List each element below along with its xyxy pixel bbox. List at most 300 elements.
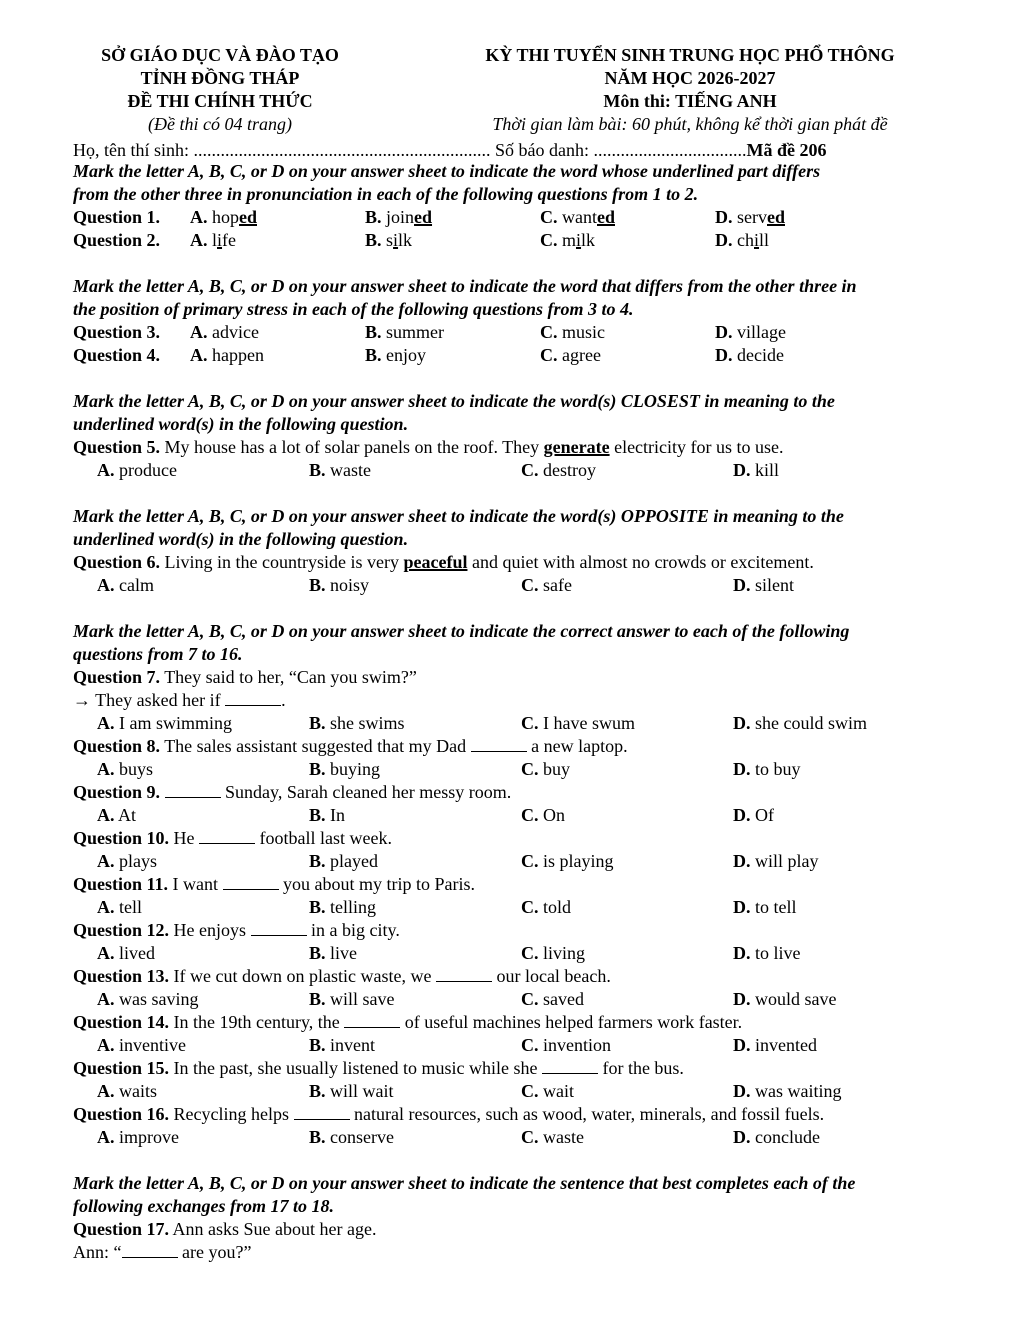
option-letter: B. xyxy=(309,805,326,825)
option-letter: A. xyxy=(190,322,208,342)
province-name: TỈNH ĐỒNG THÁP xyxy=(140,68,300,88)
instruction-line: from the other three in pronunciation in each of the following questions from 1 to 2. xyxy=(73,184,699,204)
option-letter: B. xyxy=(365,322,382,342)
option-letter: A. xyxy=(97,713,115,733)
option-letter: A. xyxy=(190,230,208,250)
option-text: buy xyxy=(543,759,570,779)
option-letter: C. xyxy=(540,322,558,342)
option-c xyxy=(540,206,615,229)
question-12 xyxy=(73,919,953,942)
option-letter: A. xyxy=(190,345,208,365)
option-letter: B. xyxy=(309,1081,326,1101)
question-4 xyxy=(73,344,953,367)
option-a xyxy=(97,850,157,873)
question-9 xyxy=(73,781,953,804)
question-label: Question 15. xyxy=(73,1058,170,1078)
underlined-part: ed xyxy=(597,207,615,227)
answer-blank xyxy=(223,874,279,890)
underlined-word: generate xyxy=(543,437,610,457)
option-a xyxy=(190,206,257,229)
official-exam-label: ĐỀ THI CHÍNH THỨC xyxy=(127,91,313,111)
question-text: In the past, she usually listened to music while she xyxy=(169,1058,542,1078)
option-b xyxy=(309,574,369,597)
option-a xyxy=(97,988,199,1011)
option-d xyxy=(715,344,784,367)
department-name: SỞ GIÁO DỤC VÀ ĐÀO TẠO xyxy=(101,45,339,65)
option-letter: B. xyxy=(309,989,326,1009)
instruction-line: Mark the letter A, B, C, or D on your answer sheet to indicate the word that differs from the other three in xyxy=(73,276,857,296)
option-text: to tell xyxy=(755,897,797,917)
option-text: she swims xyxy=(330,713,405,733)
option-letter: A. xyxy=(190,207,208,227)
underlined-part: ed xyxy=(767,207,785,227)
question-label: Question 1. xyxy=(73,207,161,227)
option-letter: C. xyxy=(521,805,539,825)
question-label: Question 17. xyxy=(73,1219,170,1239)
subject: Môn thi: TIẾNG ANH xyxy=(603,91,777,111)
question-7-options xyxy=(73,712,953,735)
question-text: Ann: “ xyxy=(73,1242,122,1262)
option-d xyxy=(733,1034,817,1057)
instruction-line: following exchanges from 17 to 18. xyxy=(73,1196,335,1216)
option-letter: D. xyxy=(715,207,733,227)
question-16 xyxy=(73,1103,953,1126)
question-7 xyxy=(73,666,953,689)
option-letter: D. xyxy=(733,460,751,480)
question-text: natural resources, such as wood, water, minerals, and fossil fuels. xyxy=(349,1104,825,1124)
option-d xyxy=(733,1080,841,1103)
option-letter: B. xyxy=(309,1127,326,1147)
question-label: Question 10. xyxy=(73,828,170,848)
option-text: agree xyxy=(562,345,601,365)
header-left xyxy=(60,44,380,136)
underlined-part: i xyxy=(217,230,223,250)
option-letter: A. xyxy=(97,1127,115,1147)
option-text: was waiting xyxy=(755,1081,842,1101)
answer-blank xyxy=(294,1104,350,1120)
exam-content xyxy=(73,160,953,1264)
option-b xyxy=(309,942,357,965)
question-11 xyxy=(73,873,953,896)
candidate-name-field: Họ, tên thí sinh: .................................................................. xyxy=(73,140,491,160)
option-text: calm xyxy=(119,575,154,595)
option-letter: C. xyxy=(540,230,558,250)
option-c xyxy=(521,850,614,873)
option-b xyxy=(309,850,378,873)
question-label: Question 12. xyxy=(73,920,170,940)
question-text: our local beach. xyxy=(491,966,611,986)
option-text: would save xyxy=(755,989,837,1009)
option-d xyxy=(733,896,797,919)
option-text: to buy xyxy=(755,759,801,779)
question-14-options xyxy=(73,1034,953,1057)
question-text: Recycling helps xyxy=(169,1104,294,1124)
question-10-options xyxy=(73,850,953,873)
answer-blank xyxy=(436,966,492,982)
option-text: hop xyxy=(212,207,239,227)
option-a xyxy=(97,804,136,827)
option-text: At xyxy=(118,805,137,825)
instruction-line: the position of primary stress in each of the following questions from 3 to 4. xyxy=(73,299,634,319)
question-label: Question 14. xyxy=(73,1012,170,1032)
option-letter: D. xyxy=(715,322,733,342)
option-letter: C. xyxy=(521,713,539,733)
option-c xyxy=(521,1034,611,1057)
option-letter: D. xyxy=(733,1035,751,1055)
option-text: to live xyxy=(755,943,801,963)
option-c xyxy=(521,896,571,919)
option-c xyxy=(540,321,605,344)
option-b xyxy=(309,1034,375,1057)
question-8-options xyxy=(73,758,953,781)
question-label: Question 3. xyxy=(73,322,161,342)
option-a xyxy=(97,758,153,781)
question-text: for the bus. xyxy=(597,1058,684,1078)
option-d xyxy=(733,758,801,781)
candidate-info xyxy=(73,139,953,162)
question-text: If we cut down on plastic waste, we xyxy=(169,966,436,986)
option-text: telling xyxy=(330,897,377,917)
option-c xyxy=(540,344,601,367)
option-d xyxy=(715,206,785,229)
option-c xyxy=(521,758,570,781)
school-year: NĂM HỌC 2026-2027 xyxy=(604,68,776,88)
underlined-part: i xyxy=(754,230,760,250)
question-3 xyxy=(73,321,953,344)
option-text: In xyxy=(330,805,346,825)
question-11-options xyxy=(73,896,953,919)
exam-name: KỲ THI TUYỂN SINH TRUNG HỌC PHỔ THÔNG xyxy=(485,45,895,65)
option-d xyxy=(715,321,786,344)
option-d xyxy=(733,1126,820,1149)
question-6-options xyxy=(73,574,953,597)
option-letter: B. xyxy=(309,851,326,871)
option-a xyxy=(97,712,232,735)
question-text: My house has a lot of solar panels on the roof. They xyxy=(160,437,544,457)
option-letter: B. xyxy=(309,759,326,779)
option-letter: C. xyxy=(521,759,539,779)
question-text: He xyxy=(169,828,200,848)
option-letter: C. xyxy=(521,460,539,480)
question-text: He enjoys xyxy=(169,920,251,940)
option-letter: A. xyxy=(97,575,115,595)
option-text: buying xyxy=(330,759,381,779)
option-letter: D. xyxy=(715,230,733,250)
question-17-line2 xyxy=(73,1241,953,1264)
option-b xyxy=(309,1080,394,1103)
question-text: Living in the countryside is very xyxy=(160,552,404,572)
question-text: electricity for us to use. xyxy=(609,437,784,457)
option-text: Of xyxy=(755,805,774,825)
option-c xyxy=(521,942,585,965)
option-letter: D. xyxy=(733,1127,751,1147)
instruction-line: Mark the letter A, B, C, or D on your answer sheet to indicate the correct answer to each of the following xyxy=(73,621,850,641)
option-text: invent xyxy=(330,1035,376,1055)
section-instruction xyxy=(73,505,953,551)
question-text: are you?” xyxy=(177,1242,252,1262)
option-letter: D. xyxy=(733,713,751,733)
question-label: Question 6. xyxy=(73,552,161,572)
option-text: l xyxy=(212,230,218,250)
option-c xyxy=(521,1080,574,1103)
header-right xyxy=(420,44,960,136)
option-text: m xyxy=(562,230,577,250)
option-b xyxy=(309,988,395,1011)
answer-blank xyxy=(344,1012,400,1028)
underlined-part: i xyxy=(393,230,399,250)
option-text: I have swum xyxy=(543,713,635,733)
option-letter: C. xyxy=(540,207,558,227)
option-text: waits xyxy=(119,1081,157,1101)
option-text: buys xyxy=(119,759,154,779)
question-5-options xyxy=(73,459,953,482)
question-text: Ann asks Sue about her age. xyxy=(169,1219,377,1239)
option-letter: A. xyxy=(97,1081,115,1101)
option-c xyxy=(521,574,572,597)
option-text: destroy xyxy=(543,460,596,480)
option-a xyxy=(97,1126,179,1149)
option-letter: C. xyxy=(521,1035,539,1055)
option-a xyxy=(190,344,264,367)
option-b xyxy=(365,206,432,229)
option-text: I am swimming xyxy=(119,713,232,733)
option-letter: A. xyxy=(97,989,115,1009)
section-instruction xyxy=(73,390,953,436)
question-text: The sales assistant suggested that my Dad xyxy=(160,736,471,756)
question-text: and quiet with almost no crowds or excitement. xyxy=(467,552,814,572)
question-6 xyxy=(73,551,953,574)
option-letter: A. xyxy=(97,805,115,825)
option-text: invention xyxy=(543,1035,611,1055)
option-text: lived xyxy=(119,943,155,963)
question-label: Question 16. xyxy=(73,1104,170,1124)
option-b xyxy=(365,344,426,367)
option-b xyxy=(365,229,412,252)
question-text: They said to her, “Can you swim?” xyxy=(160,667,417,687)
instruction-line: Mark the letter A, B, C, or D on your answer sheet to indicate the word(s) CLOSEST in meaning to the xyxy=(73,391,835,411)
option-text: lk xyxy=(581,230,596,250)
question-label: Question 5. xyxy=(73,437,161,457)
option-letter: B. xyxy=(309,943,326,963)
option-letter: B. xyxy=(309,460,326,480)
option-letter: B. xyxy=(309,713,326,733)
question-8 xyxy=(73,735,953,758)
time-allowed: Thời gian làm bài: 60 phút, không kể thời gian phát đề xyxy=(492,114,888,134)
question-15-options xyxy=(73,1080,953,1103)
question-17 xyxy=(73,1218,953,1241)
option-text: played xyxy=(330,851,378,871)
option-d xyxy=(733,988,836,1011)
section-instruction xyxy=(73,275,953,321)
option-text: safe xyxy=(543,575,572,595)
option-text: plays xyxy=(119,851,157,871)
option-text: join xyxy=(386,207,415,227)
option-text: ch xyxy=(737,230,754,250)
option-c xyxy=(521,712,635,735)
underlined-word: peaceful xyxy=(403,552,468,572)
question-label: Question 8. xyxy=(73,736,161,756)
option-text: fe xyxy=(222,230,237,250)
option-letter: D. xyxy=(733,1081,751,1101)
option-text: waste xyxy=(543,1127,584,1147)
question-text: of useful machines helped farmers work faster. xyxy=(400,1012,743,1032)
question-2 xyxy=(73,229,953,252)
option-text: was saving xyxy=(119,989,199,1009)
question-label: Question 13. xyxy=(73,966,170,986)
option-d xyxy=(733,712,867,735)
option-letter: D. xyxy=(733,759,751,779)
option-b xyxy=(309,896,376,919)
question-label: Question 2. xyxy=(73,230,161,250)
option-text: s xyxy=(386,230,394,250)
option-c xyxy=(521,804,565,827)
option-text: live xyxy=(330,943,358,963)
option-d xyxy=(733,942,801,965)
option-text: conclude xyxy=(755,1127,820,1147)
option-letter: D. xyxy=(733,943,751,963)
option-d xyxy=(733,804,774,827)
underlined-part: ed xyxy=(239,207,257,227)
answer-blank xyxy=(471,736,527,752)
question-16-options xyxy=(73,1126,953,1149)
option-text: living xyxy=(543,943,586,963)
question-7-line2 xyxy=(73,689,953,712)
option-d xyxy=(733,459,779,482)
option-b xyxy=(309,758,380,781)
option-letter: C. xyxy=(521,989,539,1009)
option-letter: A. xyxy=(97,897,115,917)
option-letter: A. xyxy=(97,460,115,480)
option-letter: C. xyxy=(521,943,539,963)
option-c xyxy=(521,988,584,1011)
option-letter: D. xyxy=(733,575,751,595)
question-label: Question 11. xyxy=(73,874,169,894)
option-letter: B. xyxy=(309,1035,326,1055)
option-text: want xyxy=(562,207,597,227)
option-a xyxy=(97,942,155,965)
answer-blank xyxy=(542,1058,598,1074)
option-text: lk xyxy=(398,230,413,250)
option-a xyxy=(97,896,142,919)
option-text: happen xyxy=(212,345,264,365)
section-instruction xyxy=(73,620,953,666)
option-letter: C. xyxy=(540,345,558,365)
answer-blank xyxy=(225,690,281,706)
question-5 xyxy=(73,436,953,459)
option-a xyxy=(190,229,236,252)
option-letter: C. xyxy=(521,897,539,917)
option-letter: D. xyxy=(733,989,751,1009)
question-15 xyxy=(73,1057,953,1080)
option-text: invented xyxy=(755,1035,817,1055)
option-a xyxy=(97,1080,157,1103)
candidate-id-field: Số báo danh: .................................. xyxy=(495,140,747,160)
option-b xyxy=(309,804,345,827)
option-letter: C. xyxy=(521,1081,539,1101)
question-13-options xyxy=(73,988,953,1011)
option-text: is playing xyxy=(543,851,614,871)
instruction-line: underlined word(s) in the following question. xyxy=(73,414,409,434)
option-text: she could swim xyxy=(755,713,867,733)
option-text: told xyxy=(543,897,572,917)
question-13 xyxy=(73,965,953,988)
option-letter: C. xyxy=(521,575,539,595)
instruction-line: Mark the letter A, B, C, or D on your answer sheet to indicate the sentence that best completes each of the xyxy=(73,1173,856,1193)
question-label: Question 9. xyxy=(73,782,161,802)
instruction-line: Mark the letter A, B, C, or D on your answer sheet to indicate the word whose underlined part differs xyxy=(73,161,821,181)
question-text: in a big city. xyxy=(306,920,400,940)
option-text: enjoy xyxy=(386,345,427,365)
question-text: Sunday, Sarah cleaned her messy room. xyxy=(220,782,512,802)
option-b xyxy=(365,321,444,344)
question-text: . xyxy=(281,690,286,710)
underlined-part: i xyxy=(576,230,582,250)
option-a xyxy=(190,321,259,344)
option-text: serv xyxy=(737,207,767,227)
answer-blank xyxy=(122,1242,178,1258)
page-count-note: (Đề thi có 04 trang) xyxy=(148,114,292,134)
option-text: waste xyxy=(330,460,371,480)
option-letter: B. xyxy=(309,575,326,595)
option-text: decide xyxy=(737,345,784,365)
question-text: In the 19th century, the xyxy=(169,1012,345,1032)
option-letter: A. xyxy=(97,943,115,963)
option-text: improve xyxy=(119,1127,179,1147)
option-letter: A. xyxy=(97,851,115,871)
option-b xyxy=(309,1126,394,1149)
option-text: produce xyxy=(119,460,177,480)
option-c xyxy=(540,229,595,252)
section-instruction xyxy=(73,160,953,206)
option-text: silent xyxy=(755,575,794,595)
option-letter: D. xyxy=(733,897,751,917)
option-b xyxy=(309,459,371,482)
question-10 xyxy=(73,827,953,850)
option-d xyxy=(715,229,769,252)
option-a xyxy=(97,1034,186,1057)
question-14 xyxy=(73,1011,953,1034)
question-text: football last week. xyxy=(255,828,392,848)
answer-blank xyxy=(251,920,307,936)
option-a xyxy=(97,574,154,597)
option-text: village xyxy=(737,322,786,342)
option-b xyxy=(309,712,405,735)
option-letter: D. xyxy=(715,345,733,365)
option-text: conserve xyxy=(330,1127,394,1147)
underlined-part: ed xyxy=(414,207,433,227)
answer-blank xyxy=(199,828,255,844)
option-text: advice xyxy=(212,322,259,342)
question-text: you about my trip to Paris. xyxy=(278,874,476,894)
question-12-options xyxy=(73,942,953,965)
option-letter: C. xyxy=(521,1127,539,1147)
option-text: will wait xyxy=(330,1081,394,1101)
section-instruction xyxy=(73,1172,953,1218)
instruction-line: questions from 7 to 16. xyxy=(73,644,243,664)
option-text: music xyxy=(562,322,605,342)
option-letter: A. xyxy=(97,1035,115,1055)
option-text: noisy xyxy=(330,575,370,595)
option-c xyxy=(521,459,596,482)
option-letter: C. xyxy=(521,851,539,871)
option-letter: B. xyxy=(365,207,382,227)
question-1 xyxy=(73,206,953,229)
option-text: will save xyxy=(330,989,395,1009)
option-letter: D. xyxy=(733,805,751,825)
question-label: Question 4. xyxy=(73,345,161,365)
option-letter: B. xyxy=(365,230,382,250)
answer-blank xyxy=(165,782,221,798)
